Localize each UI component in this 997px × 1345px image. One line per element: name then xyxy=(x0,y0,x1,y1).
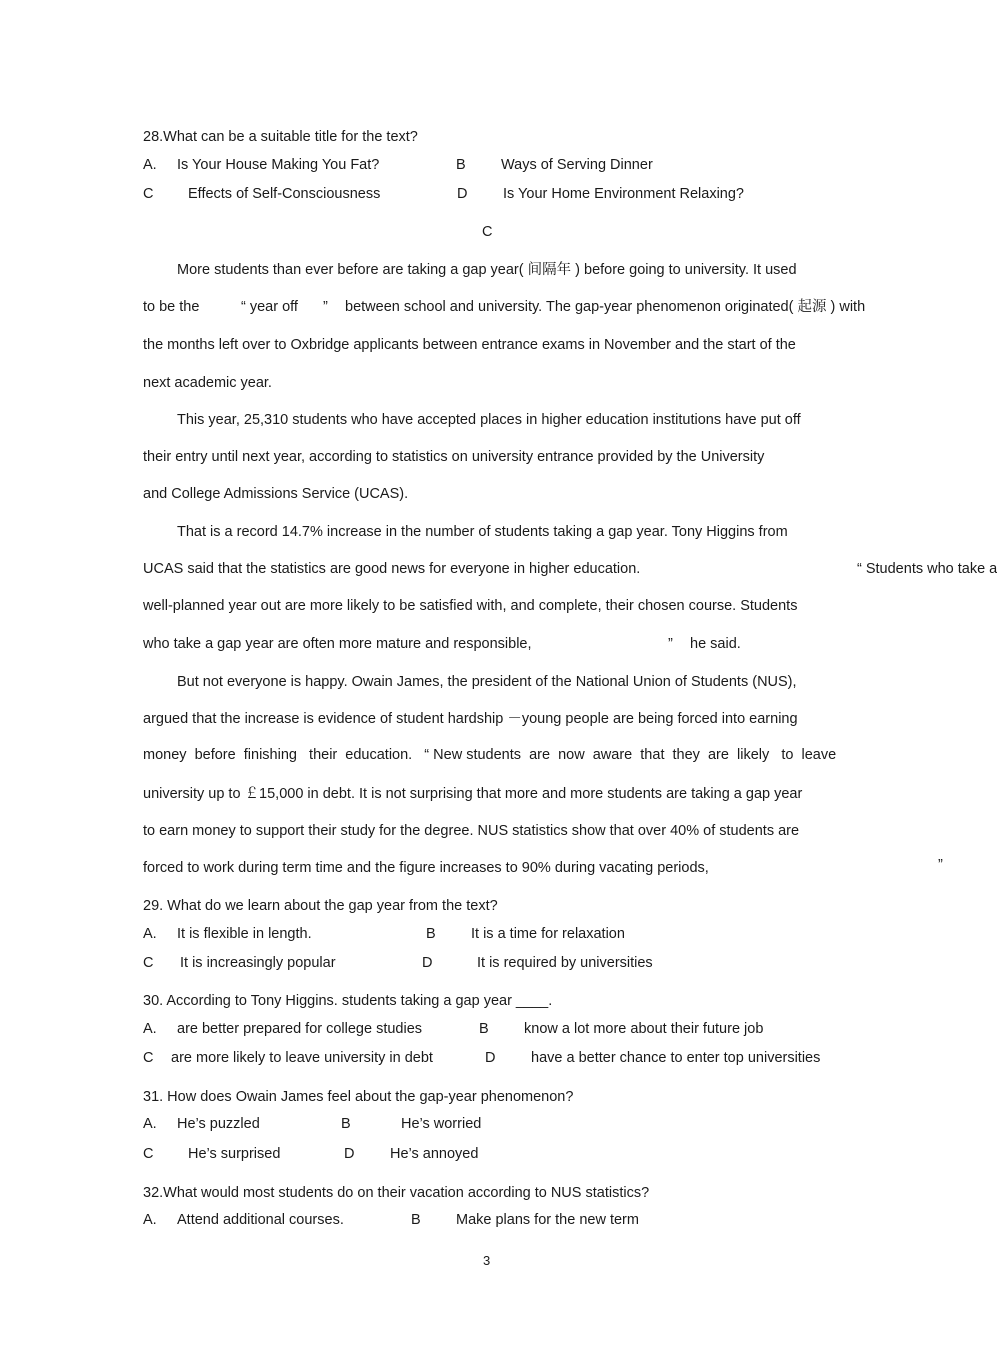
option-letter: A. xyxy=(143,1212,157,1228)
option-text: It is flexible in length. xyxy=(177,926,312,942)
passage-line: to be the xyxy=(143,299,200,315)
option-text: have a better chance to enter top universities xyxy=(531,1050,821,1066)
option-letter: C xyxy=(143,955,154,971)
question-31-stem: 31. How does Owain James feel about the gap-year phenomenon? xyxy=(143,1089,574,1105)
passage-line: This year, 25,310 students who have accepted places in higher education institutions have put off xyxy=(177,412,801,428)
option-letter: C xyxy=(143,1146,154,1162)
option-text: It is a time for relaxation xyxy=(471,926,625,942)
passage-line: next academic year. xyxy=(143,375,272,391)
option-letter: D xyxy=(344,1146,355,1162)
option-letter: D xyxy=(422,955,433,971)
passage-line: More students than ever before are taking a gap year( 间隔年 ) before going to university. It used xyxy=(177,262,797,278)
option-text: Is Your House Making You Fat? xyxy=(177,157,380,173)
option-letter: A. xyxy=(143,1021,157,1037)
passage-line: “ Students who take a xyxy=(857,561,997,577)
passage-line: the months left over to Oxbridge applicants between entrance exams in November and the start of the xyxy=(143,337,796,353)
passage-line: to earn money to support their study for the degree. NUS statistics show that over 40% of students are xyxy=(143,823,800,839)
option-letter: A. xyxy=(143,926,157,942)
option-text: Effects of Self-Consciousness xyxy=(188,186,381,202)
option-text: Is Your Home Environment Relaxing? xyxy=(503,186,744,202)
passage-line: But not everyone is happy. Owain James, the president of the National Union of Students (NUS), xyxy=(177,674,797,690)
question-29-stem: 29. What do we learn about the gap year from the text? xyxy=(143,898,498,914)
option-text: He’s surprised xyxy=(188,1146,281,1162)
option-text: Attend additional courses. xyxy=(177,1212,344,1228)
option-letter: C xyxy=(143,1050,154,1066)
option-text: It is increasingly popular xyxy=(180,955,336,971)
passage-line: university up to ￡15,000 in debt. It is not surprising that more and more students are taking a gap year xyxy=(143,786,803,802)
option-text: are better prepared for college studies xyxy=(177,1021,423,1037)
option-letter: C xyxy=(143,186,154,202)
option-text: He’s worried xyxy=(401,1116,482,1132)
passage-line: he said. xyxy=(690,636,741,652)
option-text: know a lot more about their future job xyxy=(524,1021,764,1037)
passage-line: who take a gap year are often more mature and responsible, xyxy=(143,636,532,652)
option-letter: B xyxy=(411,1212,421,1228)
passage-line: argued that the increase is evidence of student hardship －young people are being forced into earning xyxy=(143,711,798,727)
passage-line: ” xyxy=(668,636,673,652)
option-text: He’s puzzled xyxy=(177,1116,260,1132)
option-letter: B xyxy=(341,1116,351,1132)
option-text: He’s annoyed xyxy=(390,1146,479,1162)
passage-line: ” xyxy=(323,299,328,315)
option-letter: A. xyxy=(143,1116,157,1132)
option-text: Make plans for the new term xyxy=(456,1212,639,1228)
question-28-stem: 28.What can be a suitable title for the text? xyxy=(143,129,418,145)
option-letter: B xyxy=(479,1021,489,1037)
option-text: are more likely to leave university in debt xyxy=(171,1050,433,1066)
option-letter: D xyxy=(485,1050,496,1066)
passage-line: well-planned year out are more likely to be satisfied with, and complete, their chosen course. Students xyxy=(143,598,798,614)
option-letter: B xyxy=(456,157,466,173)
option-letter: D xyxy=(457,186,468,202)
passage-line: That is a record 14.7% increase in the number of students taking a gap year. Tony Higgins from xyxy=(177,524,788,540)
page-number: 3 xyxy=(483,1253,491,1268)
section-label: C xyxy=(482,224,493,240)
option-text: Ways of Serving Dinner xyxy=(501,157,653,173)
option-text: It is required by universities xyxy=(477,955,653,971)
passage-line: ” xyxy=(938,857,943,873)
option-letter: B xyxy=(426,926,436,942)
passage-line: and College Admissions Service (UCAS). xyxy=(143,486,409,502)
option-letter: A. xyxy=(143,157,157,173)
passage-line: their entry until next year, according to statistics on university entrance provided by the University xyxy=(143,449,765,465)
passage-line: money before finishing their education. “ New students are now aware that they are likely to leave xyxy=(143,747,837,763)
passage-line: UCAS said that the statistics are good news for everyone in higher education. xyxy=(143,561,641,577)
passage-line: between school and university. The gap-year phenomenon originated( 起源 ) with xyxy=(345,299,866,315)
question-32-stem: 32.What would most students do on their vacation according to NUS statistics? xyxy=(143,1185,650,1201)
passage-line: forced to work during term time and the figure increases to 90% during vacating periods, xyxy=(143,860,709,876)
passage-line: “ year off xyxy=(241,299,298,315)
question-30-stem: 30. According to Tony Higgins. students taking a gap year ____. xyxy=(143,993,553,1009)
